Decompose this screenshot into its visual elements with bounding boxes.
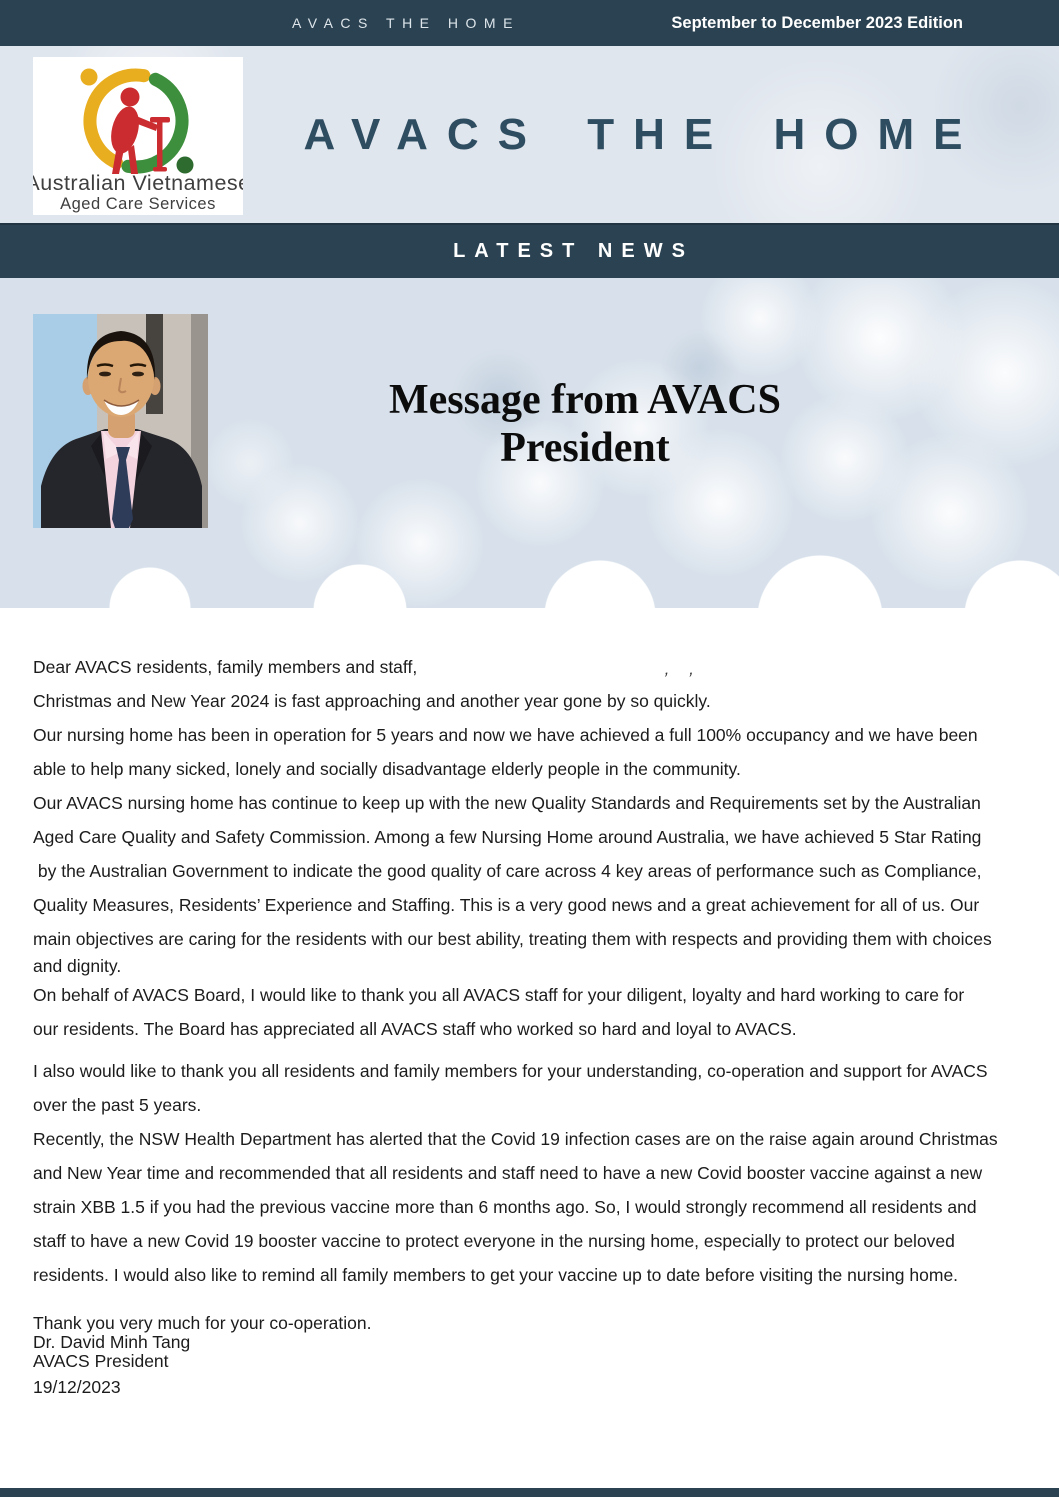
- stray-pen-marks: ʼ ʼ: [660, 670, 702, 689]
- footer-bar: [0, 1488, 1059, 1497]
- latest-news-bar: [0, 223, 1059, 280]
- article: [33, 650, 1033, 1397]
- signature-thanks: Thank you very much for your co-operation.: [33, 1313, 372, 1333]
- body-line: strain XBB 1.5 if you had the previous vaccine more than 6 months ago. So, I would strongly recommend all residents and: [33, 1197, 977, 1217]
- paragraph-gap: [33, 1046, 1033, 1054]
- body-line: I also would like to thank you all residents and family members for your understanding, co-operation and support for AVACS: [33, 1061, 988, 1081]
- avacs-logo-graphic: [33, 57, 243, 215]
- body-line: Recently, the NSW Health Department has alerted that the Covid 19 infection cases are on the raise again around Christmas: [33, 1129, 998, 1149]
- body-line: our residents. The Board has appreciated all AVACS staff who worked so hard and loyal to AVACS.: [33, 1019, 797, 1039]
- masthead: [0, 46, 1059, 223]
- signature-role: AVACS President: [33, 1351, 169, 1371]
- avacs-logo: [33, 57, 243, 215]
- hero-title-line1: Message from AVACS: [388, 377, 781, 423]
- hero-section: [0, 278, 1059, 608]
- body-line: and New Year time and recommended that all residents and staff need to have a new Covid booster vaccine against a new: [33, 1163, 983, 1183]
- body-line: Dear AVACS residents, family members and staff,: [33, 657, 418, 677]
- logo-org-line2: Aged Care Services: [60, 195, 216, 213]
- paragraph-gap: [33, 1292, 1033, 1314]
- top-bar: [0, 0, 1059, 46]
- body-line: Our nursing home has been in operation for 5 years and now we have achieved a full 100% occupancy and we have been: [33, 725, 978, 745]
- body-line: by the Australian Government to indicate the good quality of care across 4 key areas of performance such as Compliance,: [33, 861, 982, 881]
- logo-org-line1: Australian Vietnamese: [33, 171, 243, 195]
- body-line: and dignity.: [33, 956, 122, 976]
- president-portrait-photo: [33, 314, 208, 528]
- body-line: Quality Measures, Residents’ Experience and Staffing. This is a very good news and a great achievement for all of us. Our: [33, 895, 980, 915]
- page-title: AVACS THE HOME: [303, 109, 982, 159]
- hero-title: [280, 376, 890, 472]
- body-line: Aged Care Quality and Safety Commission. Among a few Nursing Home around Australia, we have achieved 5 Star Rating: [33, 827, 982, 847]
- hero-title-line2: President: [500, 425, 670, 471]
- body-line: residents. I would also like to remind all family members to get your vaccine up to date before visiting the nursing home.: [33, 1265, 959, 1285]
- top-bar-brand-text: AVACS THE HOME: [292, 15, 520, 31]
- body-line: Christmas and New Year 2024 is fast approaching and another year gone by so quickly.: [33, 691, 711, 711]
- body-line: On behalf of AVACS Board, I would like to thank you all AVACS staff for your diligent, loyalty and hard working to care for: [33, 985, 965, 1005]
- edition-text: September to December 2023 Edition: [671, 14, 963, 32]
- portrait-graphic: [33, 314, 208, 528]
- body-line: Our AVACS nursing home has continue to keep up with the new Quality Standards and Requirements set by the Australian: [33, 793, 981, 813]
- body-line: main objectives are caring for the residents with our best ability, treating them with respects and providing them with choices: [33, 929, 992, 949]
- signature-date: 19/12/2023: [33, 1377, 121, 1397]
- signature-name: Dr. David Minh Tang: [33, 1332, 191, 1352]
- body-line: staff to have a new Covid 19 booster vaccine to protect everyone in the nursing home, especially to protect our beloved: [33, 1231, 955, 1251]
- body-line: over the past 5 years.: [33, 1095, 202, 1115]
- body-line: able to help many sicked, lonely and socially disadvantage elderly people in the community.: [33, 759, 741, 779]
- latest-news-label: LATEST NEWS: [453, 240, 694, 262]
